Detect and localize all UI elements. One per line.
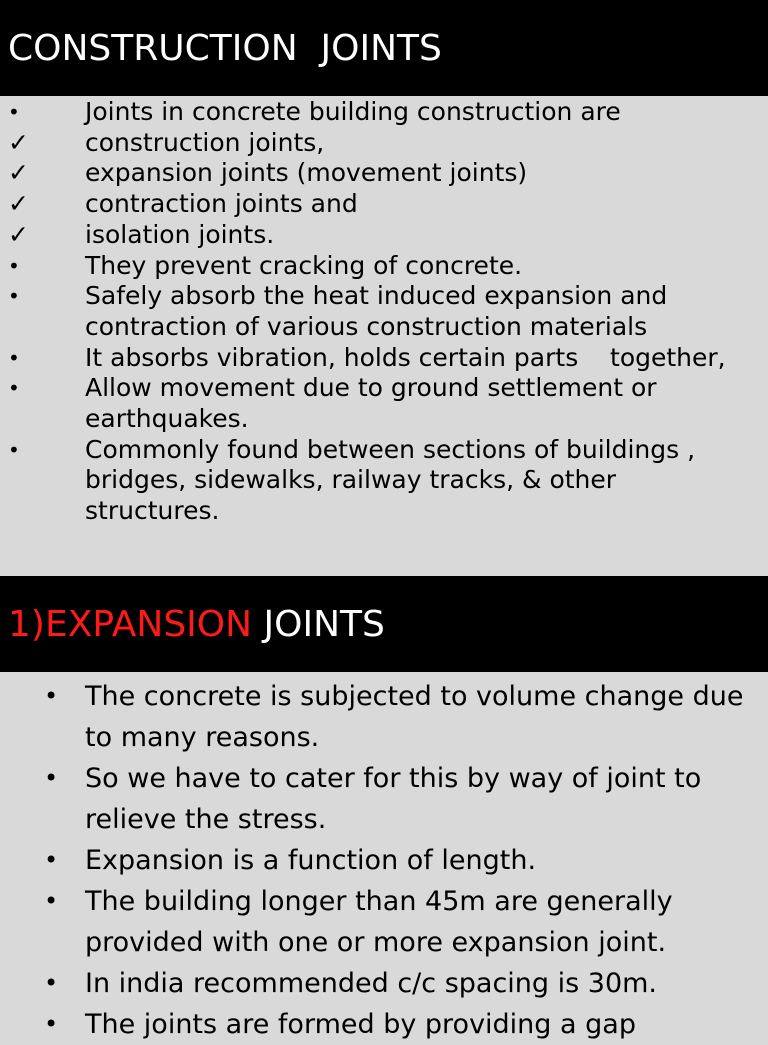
checkmark-icon: ✓ [8,158,29,188]
bullet-icon: • [8,437,20,462]
list-item-text: Expansion is a function of length. [85,845,537,876]
list-item [0,373,755,434]
bullet-icon: • [44,887,59,915]
list-item-text: So we have to cater for this by way of joint to relieve the stress. [85,763,702,835]
list-item [0,97,755,128]
bullet-icon: • [44,969,59,997]
list-item-text: contraction joints and [85,189,358,219]
bullet-list [0,676,755,1045]
bullet-list [0,97,755,527]
list-item [0,343,755,374]
list-item [0,251,755,282]
bullet-icon: • [8,253,20,278]
list-item [0,128,755,159]
list-item [0,758,755,840]
bullet-icon: • [44,682,59,710]
list-item [0,881,755,963]
list-item [0,189,755,220]
list-item [0,281,755,342]
list-item [0,435,755,527]
list-item-text: In india recommended c/c spacing is 30m. [85,968,658,999]
bullet-icon: • [8,100,20,124]
title-bar [0,0,768,96]
checkmark-icon: ✓ [8,189,29,219]
bullet-icon: • [8,284,20,309]
bullet-icon: • [8,376,20,401]
list-item-text: Joints in concrete building construction are [85,97,621,126]
list-item-text: The concrete is subjected to volume change due to many reasons. [85,681,744,753]
bullet-icon: • [44,764,59,792]
bullet-icon: • [8,345,20,370]
title-bar [0,576,768,672]
slide-title: CONSTRUCTION JOINTS [8,28,442,69]
list-item-text: Allow movement due to ground settlement or earthquakes. [85,373,657,434]
checkmark-icon: ✓ [8,219,29,249]
list-item-text: The joints are formed by providing a gap [85,1009,636,1040]
slide-expansion-joints [0,576,768,1040]
slide-title-accent: 1)EXPANSION [8,604,253,645]
list-item-text: construction joints, [85,127,325,157]
list-item [0,220,755,251]
slide-title [8,601,385,649]
list-item [0,840,755,881]
list-item-text: The building longer than 45m are generally provided with one or more expansion joint. [85,886,673,958]
list-item-text: It absorbs vibration, holds certain parts together, [85,342,726,372]
bullet-icon: • [44,846,59,874]
checkmark-icon: ✓ [8,127,29,157]
list-item [0,676,755,758]
list-item-text: expansion joints (movement joints) [85,158,528,188]
list-item-text: isolation joints. [85,219,275,249]
bullet-icon: • [44,1010,59,1038]
list-item [0,1004,755,1045]
list-item-text: Safely absorb the heat induced expansion and contraction of various construction materials [85,281,668,341]
list-item-text: Commonly found between sections of buildings , bridges, sidewalks, railway tracks, & other structures. [85,434,696,526]
list-item [0,963,755,1004]
list-item-text: They prevent cracking of concrete. [85,250,523,280]
list-item [0,158,755,189]
slide-title-rest: JOINTS [252,604,385,645]
